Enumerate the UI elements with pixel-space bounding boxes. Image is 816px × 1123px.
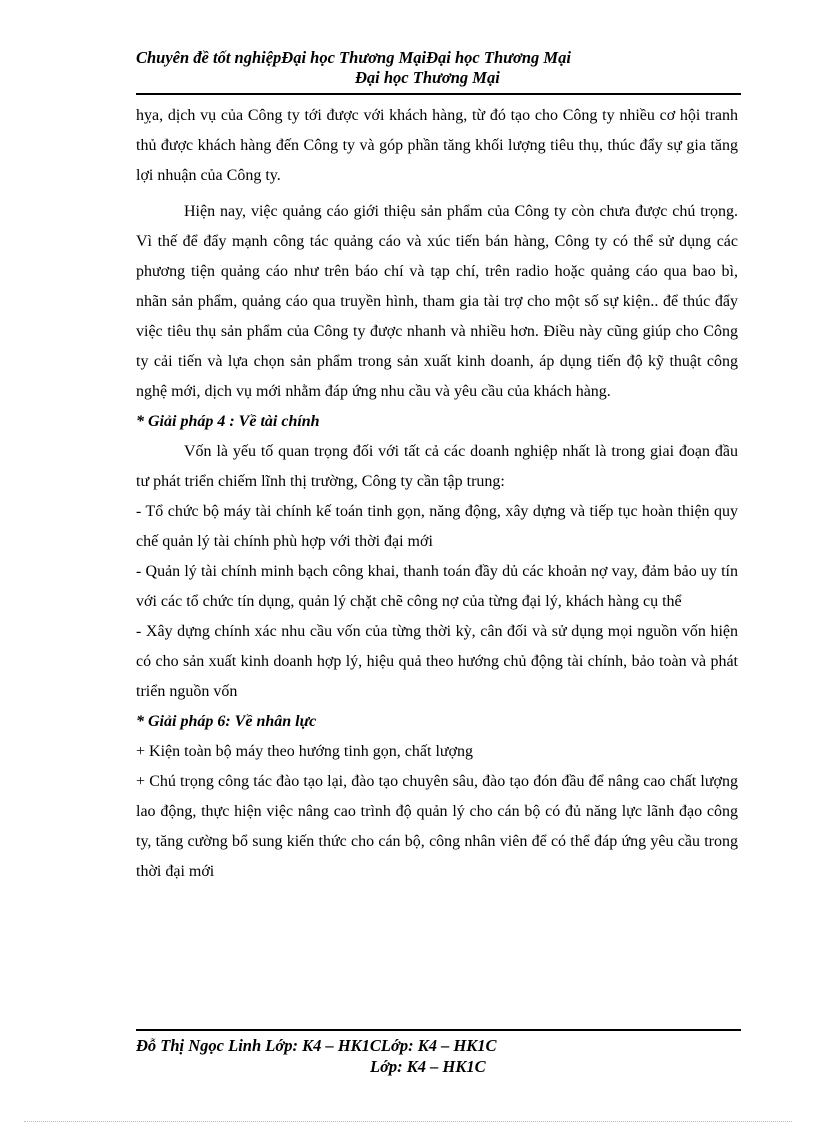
section-heading-human-resources: * Giải pháp 6: Về nhân lực: [136, 713, 317, 730]
bullet-capital-needs: - Xây dựng chính xác nhu cầu vốn của từng thời kỳ, cân đối và sử dụng mọi nguồn vốn hiện có cho sản xuất kinh doanh hợp lý, hiệu quả theo hướng chủ động tài chính, bảo toàn và phát triển nguồn vốn: [136, 623, 738, 700]
bullet-training: + Chú trọng công tác đào tạo lại, đào tạo chuyên sâu, đào tạo đón đầu để nâng cao chất lượng lao động, thực hiện việc nâng cao trình độ quản lý cho cán bộ có đủ năng lực lãnh đạo công ty, tăng cường bổ sung kiến thức cho cán bộ, công nhân viên để có thể đáp ứng yêu cầu trong thời đại mới: [136, 773, 738, 880]
page-bottom-border: [24, 1121, 792, 1122]
paragraph-capital: Vốn là yếu tố quan trọng đối với tất cả các doanh nghiệp nhất là trong giai đoạn đầu tư phát triển chiếm lĩnh thị trường, Công ty cần tập trung:: [136, 443, 738, 490]
footer-line-2: Lớp: K4 – HK1C: [370, 1057, 486, 1076]
paragraph-continuation: hỵa, dịch vụ của Công ty tới được với khách hàng, từ đó tạo cho Công ty nhiều cơ hội tranh thủ được khách hàng đến Công ty và góp phần tăng khối lượng tiêu thụ, thúc đẩy sự gia tăng lợi nhuận của Công ty.: [136, 107, 738, 184]
document-body: [136, 101, 738, 887]
bullet-accounting-apparatus: - Tổ chức bộ máy tài chính kế toán tinh gọn, năng động, xây dựng và tiếp tục hoàn thiện quy chế quản lý tài chính phù hợp với thời đại mới: [136, 503, 738, 550]
header-divider: [136, 93, 741, 95]
page-header: [136, 48, 741, 88]
footer-divider: [136, 1029, 741, 1031]
page-footer: [136, 1035, 741, 1077]
header-line-2: Đại học Thương Mại: [355, 68, 500, 87]
bullet-financial-management: - Quản lý tài chính minh bạch công khai, thanh toán đầy dủ các khoản nợ vay, đảm bảo uy tín với các tổ chức tín dụng, quản lý chặt chẽ công nợ của từng đại lý, khách hàng cụ thể: [136, 563, 738, 610]
section-heading-finance: * Giải pháp 4 : Về tài chính: [136, 413, 320, 430]
footer-line-1: Đỗ Thị Ngọc Linh Lớp: K4 – HK1CLớp: K4 – HK1C: [136, 1036, 497, 1055]
paragraph-advertising: Hiện nay, việc quảng cáo giới thiệu sản phẩm của Công ty còn chưa được chú trọng. Vì thế để đẩy mạnh công tác quảng cáo và xúc tiến bán hàng, Công ty có thể sử dụng các phương tiện quảng cáo như trên báo chí và tạp chí, trên radio hoặc quảng cáo qua bao bì, nhãn sản phẩm, quảng cáo qua truyền hình, tham gia tài trợ cho một số sự kiện.. để thúc đẩy việc tiêu thụ sản phẩm của Công ty được nhanh và nhiều hơn. Điều này cũng giúp cho Công ty cải tiến và lựa chọn sản phẩm trong sản xuất kinh doanh, áp dụng tiến độ kỹ thuật công nghệ mới, dịch vụ mới nhằm đáp ứng nhu cầu và yêu cầu của khách hàng.: [136, 203, 738, 400]
bullet-streamline-apparatus: + Kiện toàn bộ máy theo hướng tinh gọn, chất lượng: [136, 743, 474, 760]
header-line-1: Chuyên đề tốt nghiệpĐại học Thương MạiĐại học Thương Mại: [136, 48, 571, 67]
